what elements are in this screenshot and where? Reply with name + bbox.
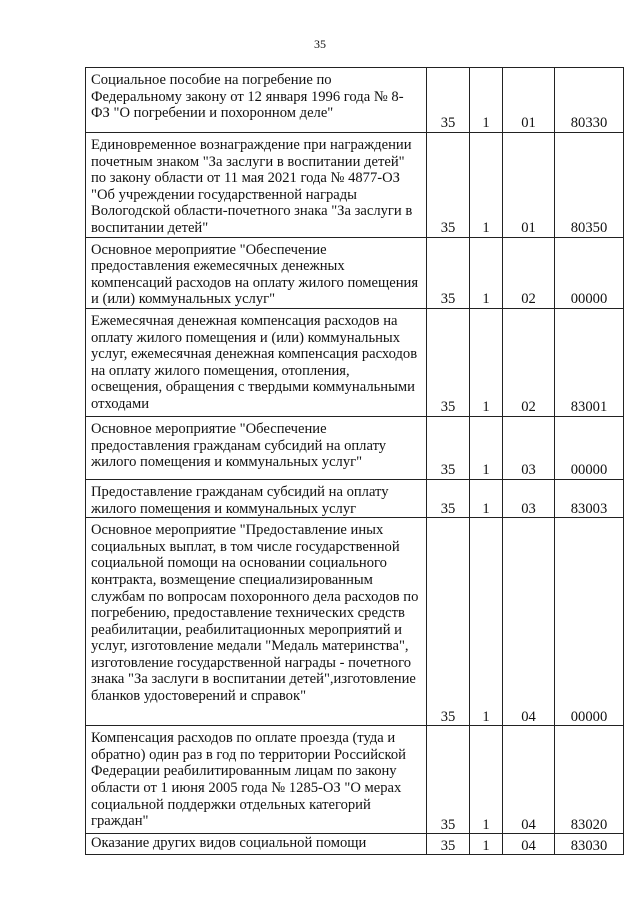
table-row <box>86 479 624 517</box>
program-code-cell: 35 <box>427 133 470 238</box>
table-row <box>86 726 624 834</box>
row-description-cell <box>86 308 427 416</box>
subprogram-code-cell: 1 <box>470 479 503 517</box>
row-description-cell <box>86 479 427 517</box>
event-code-cell: 04 <box>503 834 555 855</box>
table-row <box>86 133 624 238</box>
table-row <box>86 834 624 855</box>
subprogram-code-cell: 1 <box>470 834 503 855</box>
event-code-cell: 03 <box>503 479 555 517</box>
row-description: Единовременное вознаграждение при награждении почетным знаком "За заслуги в воспитании детей" по закону области от 11 мая 2021 года № 4877-ОЗ "Об учреждении государственной награды Вологодской области-почетного знака "За заслуги в воспитании детей" <box>91 137 413 236</box>
direction-code-cell: 80350 <box>555 133 624 238</box>
subprogram-code-cell: 1 <box>470 237 503 308</box>
row-description: Основное мероприятие "Обеспечение предоставления ежемесячных денежных компенсаций расходов на оплату жилого помещения и (или) коммунальных услуг" <box>91 241 419 308</box>
table-row <box>86 416 624 479</box>
subprogram-code-cell: 1 <box>470 416 503 479</box>
direction-code-cell: 83003 <box>555 479 624 517</box>
event-code-cell: 01 <box>503 133 555 238</box>
direction-code-cell: 00000 <box>555 237 624 308</box>
direction-code-cell: 83001 <box>555 308 624 416</box>
row-description: Компенсация расходов по оплате проезда (туда и обратно) один раз в год по территории Российской Федерации реабилитированным лицам по закону области от 1 июня 2005 года № 1285-ОЗ "О мерах социальной поддержки отдельных категорий граждан" <box>91 730 406 830</box>
event-code-cell: 04 <box>503 726 555 834</box>
event-code-cell: 02 <box>503 308 555 416</box>
program-code-cell: 35 <box>427 68 470 133</box>
event-code-cell: 03 <box>503 416 555 479</box>
program-code-cell: 35 <box>427 308 470 416</box>
direction-code-cell: 00000 <box>555 518 624 726</box>
table-row <box>86 308 624 416</box>
subprogram-code-cell: 1 <box>470 133 503 238</box>
row-description: Ежемесячная денежная компенсация расходов на оплату жилого помещения и (или) коммунальных услуг, ежемесячная денежная компенсация расходов на оплату жилого помещения, отопления, освещения, обращения с твердыми коммунальными отходами <box>91 312 418 412</box>
row-description: Оказание других видов социальной помощи <box>91 835 367 852</box>
row-description-cell <box>86 518 427 726</box>
subprogram-code-cell: 1 <box>470 308 503 416</box>
program-code-cell: 35 <box>427 479 470 517</box>
direction-code-cell: 00000 <box>555 416 624 479</box>
program-code-cell: 35 <box>427 834 470 855</box>
direction-code-cell: 80330 <box>555 68 624 133</box>
program-code-cell: 35 <box>427 237 470 308</box>
program-code-cell: 35 <box>427 416 470 479</box>
budget-classification-table <box>85 67 624 855</box>
row-description-cell <box>86 237 427 308</box>
subprogram-code-cell: 1 <box>470 68 503 133</box>
direction-code-cell: 83030 <box>555 834 624 855</box>
row-description-cell <box>86 834 427 855</box>
table-row <box>86 68 624 133</box>
row-description-cell <box>86 133 427 238</box>
row-description: Основное мероприятие "Обеспечение предоставления гражданам субсидий на оплату жилого помещения и коммунальных услуг" <box>91 420 387 471</box>
program-code-cell: 35 <box>427 518 470 726</box>
row-description: Предоставление гражданам субсидий на оплату жилого помещения и коммунальных услуг <box>91 483 389 517</box>
table-row <box>86 237 624 308</box>
row-description: Основное мероприятие "Предоставление иных социальных выплат, в том числе государственной социальной помощи на основании социального контракта, возмещение специализированным службам по вопросам похоронного дела расходов по погребению, предоставление технических средств реабилитации, реабилитационных мероприятий и услуг, изготовление медали "Медаль материнства", изготовление государственной награды - почетного знака "За заслуги в воспитании детей",изготовление бланков удостоверений и справок" <box>91 522 419 705</box>
row-description-cell <box>86 68 427 133</box>
direction-code-cell: 83020 <box>555 726 624 834</box>
subprogram-code-cell: 1 <box>470 726 503 834</box>
table-row <box>86 518 624 726</box>
event-code-cell: 04 <box>503 518 555 726</box>
event-code-cell: 01 <box>503 68 555 133</box>
row-description-cell <box>86 416 427 479</box>
row-description-cell <box>86 726 427 834</box>
page-number: 35 <box>314 37 326 51</box>
row-description: Социальное пособие на погребение по Федеральному закону от 12 января 1996 года № 8-ФЗ "О погребении и похоронном деле" <box>91 72 404 122</box>
event-code-cell: 02 <box>503 237 555 308</box>
subprogram-code-cell: 1 <box>470 518 503 726</box>
program-code-cell: 35 <box>427 726 470 834</box>
